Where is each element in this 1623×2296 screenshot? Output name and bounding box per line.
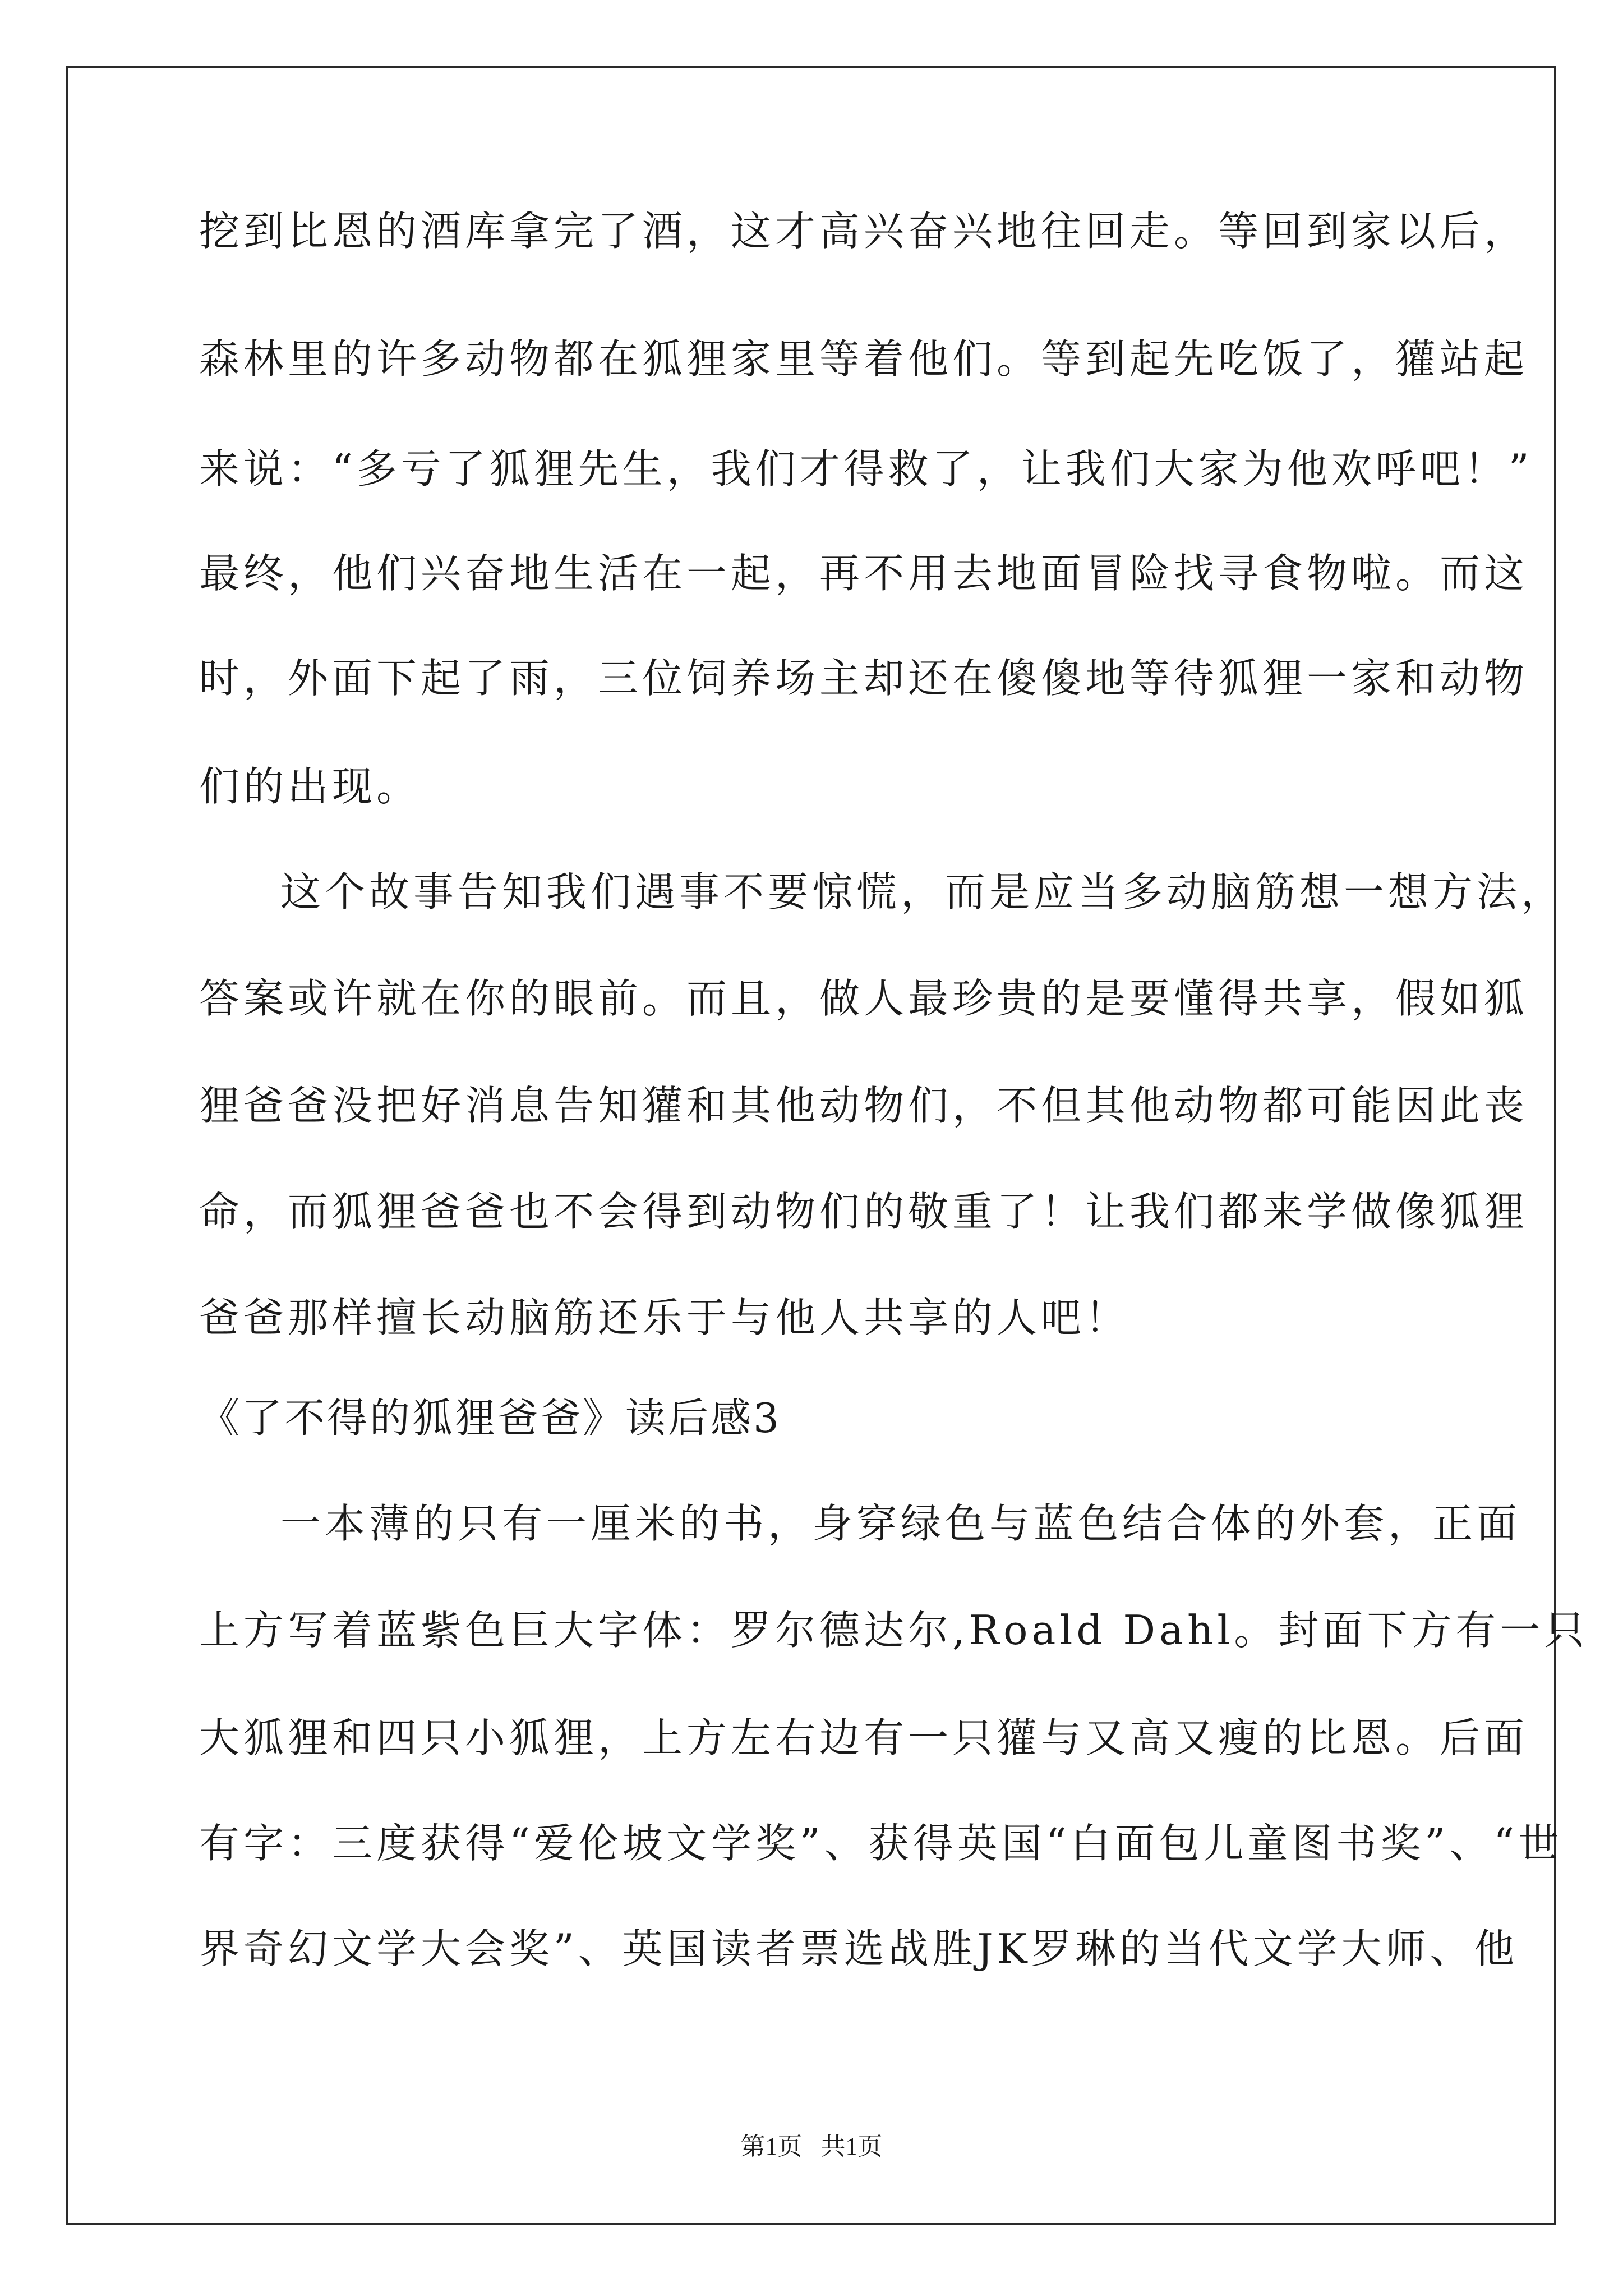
text-line-6: 们的出现。 bbox=[199, 763, 421, 810]
text-line-10: 命，而狐狸爸爸也不会得到动物们的敬重了！让我们都来学做像狐狸 bbox=[199, 1188, 1529, 1235]
text-line-1: 挖到比恩的酒库拿完了酒，这才高兴奋兴地往回走。等回到家以后， bbox=[199, 208, 1529, 255]
text-line-8: 答案或许就在你的眼前。而且，做人最珍贵的是要懂得共享，假如狐 bbox=[199, 975, 1529, 1022]
text-line-17: 界奇幻文学大会奖”、英国读者票选战胜JK罗琳的当代文学大师、他 bbox=[199, 1925, 1519, 1972]
text-line-4: 最终，他们兴奋地生活在一起，再不用去地面冒险找寻食物啦。而这 bbox=[199, 550, 1529, 597]
page-number-footer: 第1页 共1页 bbox=[740, 2133, 883, 2160]
text-line-3: 来说：“多亏了狐狸先生，我们才得救了，让我们大家为他欢呼吧！” bbox=[199, 445, 1533, 493]
paragraph-3-line-1: 一本薄的只有一厘米的书，身穿绿色与蓝色结合体的外套，正面 bbox=[280, 1500, 1521, 1547]
text-line-15: 大狐狸和四只小狐狸，上方左右边有一只獾与又高又瘦的比恩。后面 bbox=[199, 1714, 1529, 1761]
text-line-14: 上方写着蓝紫色巨大字体：罗尔德达尔,Roald Dahl。封面下方有一只 bbox=[199, 1607, 1589, 1654]
text-line-11: 爸爸那样擅长动脑筋还乐于与他人共享的人吧！ bbox=[199, 1294, 1130, 1341]
page-border bbox=[66, 66, 1556, 2225]
text-line-9: 狸爸爸没把好消息告知獾和其他动物们，不但其他动物都可能因此丧 bbox=[199, 1082, 1529, 1129]
text-line-2: 森林里的许多动物都在狐狸家里等着他们。等到起先吃饭了，獾站起 bbox=[199, 335, 1529, 383]
text-line-16: 有字：三度获得“爱伦坡文学奖”、获得英国“白面包儿童图书奖”、“世 bbox=[199, 1820, 1563, 1867]
text-line-5: 时，外面下起了雨，三位饲养场主却还在傻傻地等待狐狸一家和动物 bbox=[199, 655, 1529, 702]
paragraph-2-line-1: 这个故事告知我们遇事不要惊慌，而是应当多动脑筋想一想方法， bbox=[280, 868, 1566, 915]
section-heading: 《了不得的狐狸爸爸》读后感3 bbox=[199, 1395, 781, 1442]
